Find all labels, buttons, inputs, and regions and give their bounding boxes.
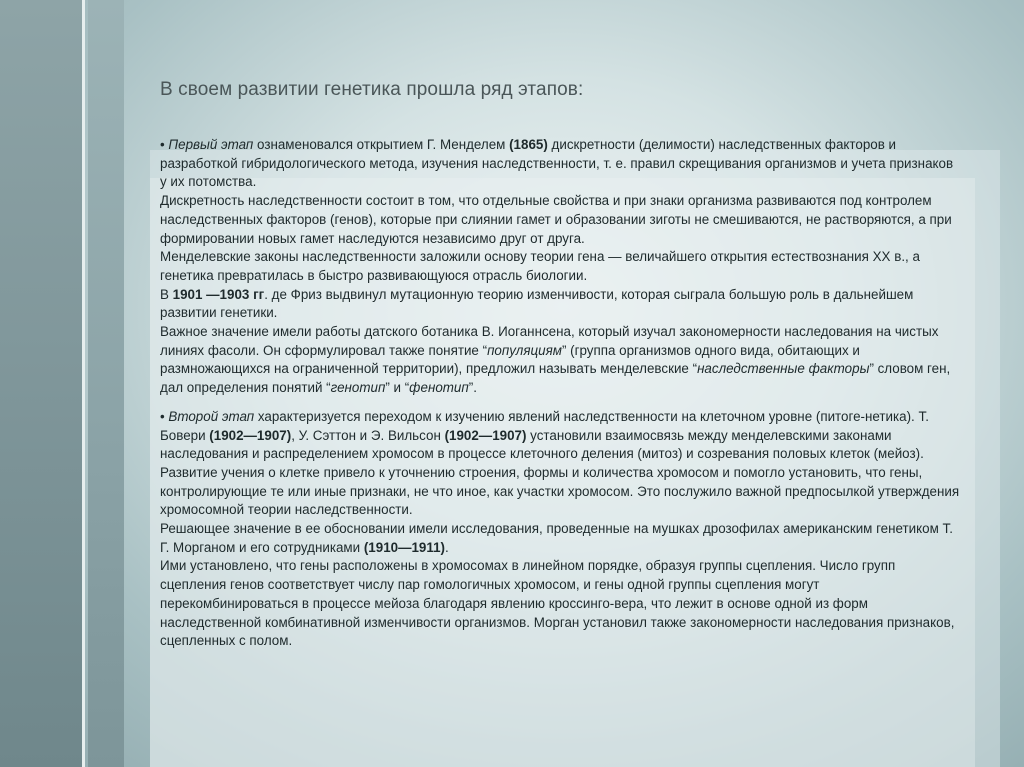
- stage1-label: Первый этап: [168, 137, 254, 152]
- paragraph-gap: [160, 398, 960, 408]
- text-run: установили взаимосвязь между менделевскими законами наследования и распределением хромосом в процессе клеточного деления (митоз) и созревания половых клеток (мейоз).: [160, 427, 924, 462]
- left-decorative-band: [0, 0, 82, 767]
- term: генотип: [330, 380, 386, 396]
- years: (1910—1911): [363, 539, 445, 555]
- term: популяциям: [487, 342, 562, 358]
- years: (1902—1907): [209, 427, 292, 443]
- text-run: ознаменовался открытием Г. Менделем: [253, 137, 510, 152]
- text-run: ” словом ген, дал определения понятий “: [160, 361, 951, 396]
- stage2-paragraph-3: [160, 520, 960, 557]
- stage2-paragraph-4: Ими установлено, что гены расположены в хромосомах в линейном порядке, образуя группы сцепления. Число групп сцепления генов соответствует числу пар гомологичных хромосом, и гены одной группы сцепления могут перекомбинироваться в процессе мейоза благодаря явлению кроссинго-вера, что лежит в основе одной из форм наследственной комбинативной изменчивости организмов. Морган установил также закономерности наследования признаков, сцепленных с полом.: [160, 558, 955, 649]
- stage2-paragraph-2: Развитие учения о клетке привело к уточнению строения, формы и количества хромосом и помогло установить, что гены, контролирующие те или иные признаки, не что иное, как участки хромосом. Это послужило важной предпосылкой утверждения хромосомной теории наследственности.: [160, 464, 960, 518]
- text-run: . де Фриз выдвинул мутационную теорию изменчивости, которая сыграла большую роль в дальнейшем развитии генетики.: [160, 286, 914, 321]
- text-run: дискретности (делимости) наследственных факторов и разработкой гибридологического метода, изучения наследственности, т. е. правил скрещивания организмов и учета признаков у их потомства.: [160, 137, 954, 190]
- years: (1902—1907): [444, 427, 527, 443]
- text-run: ” и “: [385, 380, 410, 396]
- slide-title: В своем развитии генетика прошла ряд этапов:: [160, 79, 584, 100]
- year: (1865): [509, 137, 548, 152]
- left-decorative-strip: [88, 0, 124, 767]
- stage1-paragraph-4: [160, 286, 960, 323]
- term: фенотип: [409, 380, 469, 396]
- bullet: •: [160, 408, 169, 424]
- text-run: В: [160, 286, 173, 302]
- slide-body: [160, 136, 960, 651]
- term: наследственные факторы: [697, 361, 870, 377]
- stage1-paragraph-5: [160, 323, 960, 398]
- text-run: ”.: [468, 380, 477, 396]
- bullet: •: [160, 137, 169, 152]
- text-run: , У. Сэттон и Э. Вильсон: [291, 427, 445, 443]
- stage1-paragraph-1: [160, 136, 960, 192]
- stage1-paragraph-2: Дискретность наследственности состоит в том, что отдельные свойства и при знаки организма развиваются под контролем наследственных факторов (генов), которые при слиянии гамет и образовании зиготы не смешиваются, не растворяются, а при формировании новых гамет наследуются независимо друг от друга.: [160, 193, 952, 246]
- text-run: Решающее значение в ее обосновании имели исследования, проведенные на мушках дрозофилах американским генетиком Т. Г. Морганом и его сотрудниками: [160, 521, 953, 555]
- text-run: ” (группа организмов одного вида, обитающих и размножающихся на ограниченной территории), предложил называть менделевские “: [160, 342, 860, 377]
- stage1-paragraph-3: Менделевские законы наследственности заложили основу теории гена — величайшего открытия естествознания XX в., а генетика превратилась в быстро развивающуюся отрасль биологии.: [160, 249, 920, 283]
- text-run: характеризуется переходом к изучению явлений наследственности на клеточном уровне (питоге-нетика). Т. Бовери: [160, 408, 929, 443]
- stage2-label: Второй этап: [168, 408, 255, 424]
- years: 1901 —1903 гг: [172, 286, 265, 302]
- text-run: .: [445, 539, 449, 555]
- text-run: Важное значение имели работы датского ботаника В. Иоганнсена, который изучал закономерности наследования на чистых линиях фасоли. Он сформулировал также понятие “: [160, 324, 939, 358]
- stage2-paragraph-1: [160, 408, 960, 464]
